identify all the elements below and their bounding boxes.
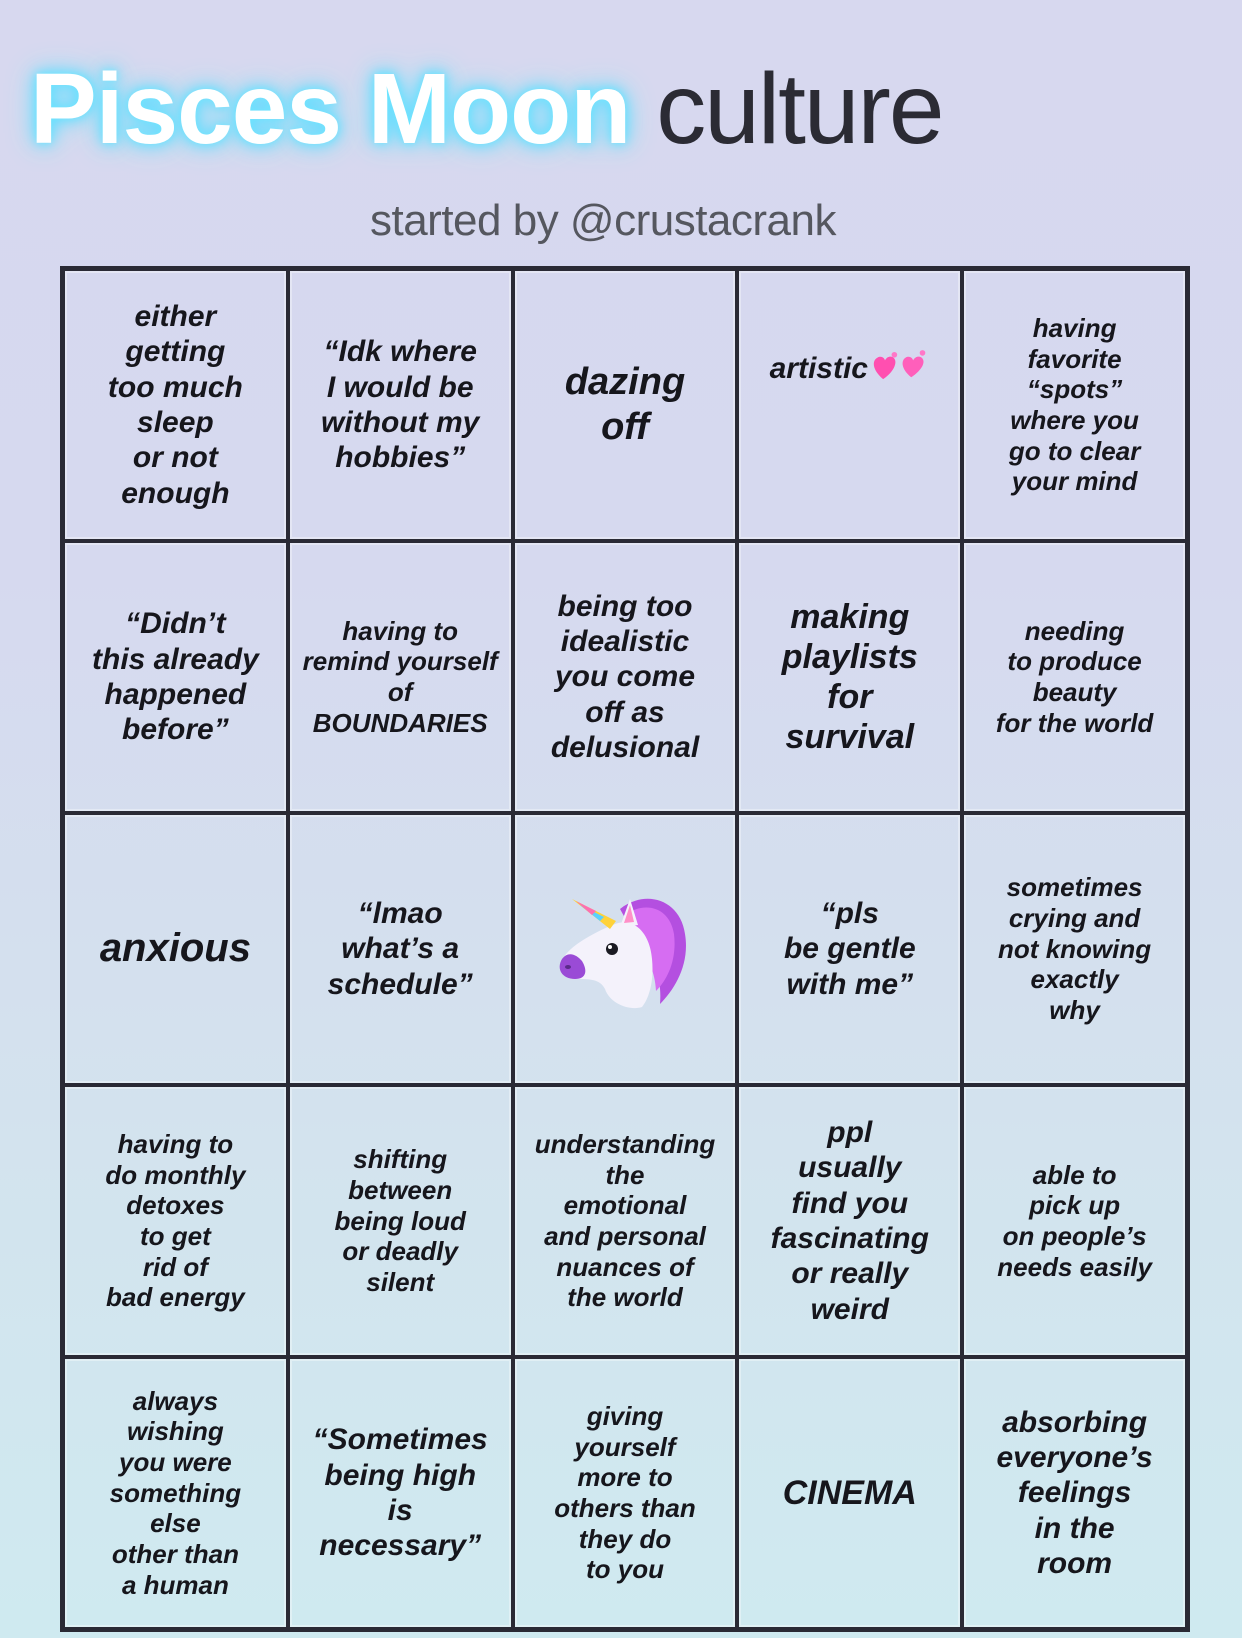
- title-main: Pisces Moon: [30, 53, 631, 165]
- cell-text: absorbing everyone’s feelings in the room: [996, 1405, 1153, 1581]
- credit-line: started by @crustacrank: [369, 196, 836, 245]
- bingo-cell-center[interactable]: [513, 813, 738, 1085]
- bingo-cell[interactable]: [513, 541, 738, 813]
- bingo-cell[interactable]: [288, 1357, 513, 1629]
- cell-text: able to pick up on people’s needs easily: [997, 1159, 1152, 1282]
- cell-text: needing to produce beauty for the world: [995, 615, 1154, 738]
- bingo-cell[interactable]: [513, 269, 738, 541]
- bingo-cell[interactable]: [63, 1357, 288, 1629]
- cell-text: “Didn’t this already happened before”: [92, 607, 259, 747]
- cell-text: having to do monthly detoxes to get rid of bad energy: [105, 1128, 246, 1313]
- bingo-cell[interactable]: [288, 269, 513, 541]
- cell-text: artistic: [769, 352, 868, 385]
- bingo-cell[interactable]: [63, 1085, 288, 1357]
- title-sub: culture: [656, 53, 943, 165]
- cell-text: sometimes crying and not knowing exactly why: [998, 872, 1152, 1025]
- bingo-cell[interactable]: [962, 813, 1187, 1085]
- bingo-cell[interactable]: [962, 269, 1187, 541]
- cell-text: anxious: [99, 926, 251, 971]
- bingo-cell[interactable]: [962, 541, 1187, 813]
- cell-text: having favorite “spots” where you go to clear your mind: [1008, 312, 1141, 497]
- bingo-grid: [60, 266, 1190, 1632]
- cell-text: shifting between being loud or deadly silent: [334, 1144, 466, 1297]
- bingo-cell[interactable]: [737, 1357, 962, 1629]
- hearts-icon: [870, 349, 930, 383]
- bingo-cell[interactable]: [737, 1085, 962, 1357]
- bingo-cell[interactable]: [513, 1357, 738, 1629]
- cell-text: CINEMA: [782, 1473, 917, 1512]
- cell-text: either getting too much sleep or not enough: [107, 299, 243, 510]
- bingo-cell[interactable]: [737, 269, 962, 541]
- bingo-cell[interactable]: [63, 541, 288, 813]
- unicorn-icon: [550, 879, 700, 1019]
- cell-text: always wishing you were something else other than a human: [109, 1385, 242, 1600]
- bingo-cell[interactable]: [513, 1085, 738, 1357]
- bingo-cell[interactable]: [288, 1085, 513, 1357]
- cell-text: understanding the emotional and personal nuances of the world: [534, 1128, 716, 1313]
- cell-text: making playlists for survival: [781, 597, 918, 757]
- cell-text: giving yourself more to others than they do to you: [554, 1400, 696, 1585]
- bingo-cell[interactable]: [63, 269, 288, 541]
- cell-text: “pls be gentle with me”: [783, 896, 916, 1001]
- cell-text: ppl usually find you fascinating or really weird: [770, 1115, 929, 1326]
- bingo-cell[interactable]: [63, 813, 288, 1085]
- bingo-cell[interactable]: [737, 541, 962, 813]
- bingo-cell[interactable]: [737, 813, 962, 1085]
- cell-text: “Sometimes being high is necessary”: [312, 1423, 488, 1563]
- cell-text: dazing off: [564, 361, 686, 448]
- cell-text: “Idk where I would be without my hobbies”: [321, 335, 480, 475]
- cell-text: having to remind yourself of BOUNDARIES: [302, 615, 498, 738]
- bingo-cell[interactable]: [288, 541, 513, 813]
- bingo-cell[interactable]: [962, 1357, 1187, 1629]
- cell-text: “lmao what’s a schedule”: [327, 896, 473, 1001]
- title: [30, 52, 943, 165]
- cell-text: being too idealistic you come off as delusional: [550, 589, 700, 765]
- bingo-cell[interactable]: [962, 1085, 1187, 1357]
- bingo-cell[interactable]: [288, 813, 513, 1085]
